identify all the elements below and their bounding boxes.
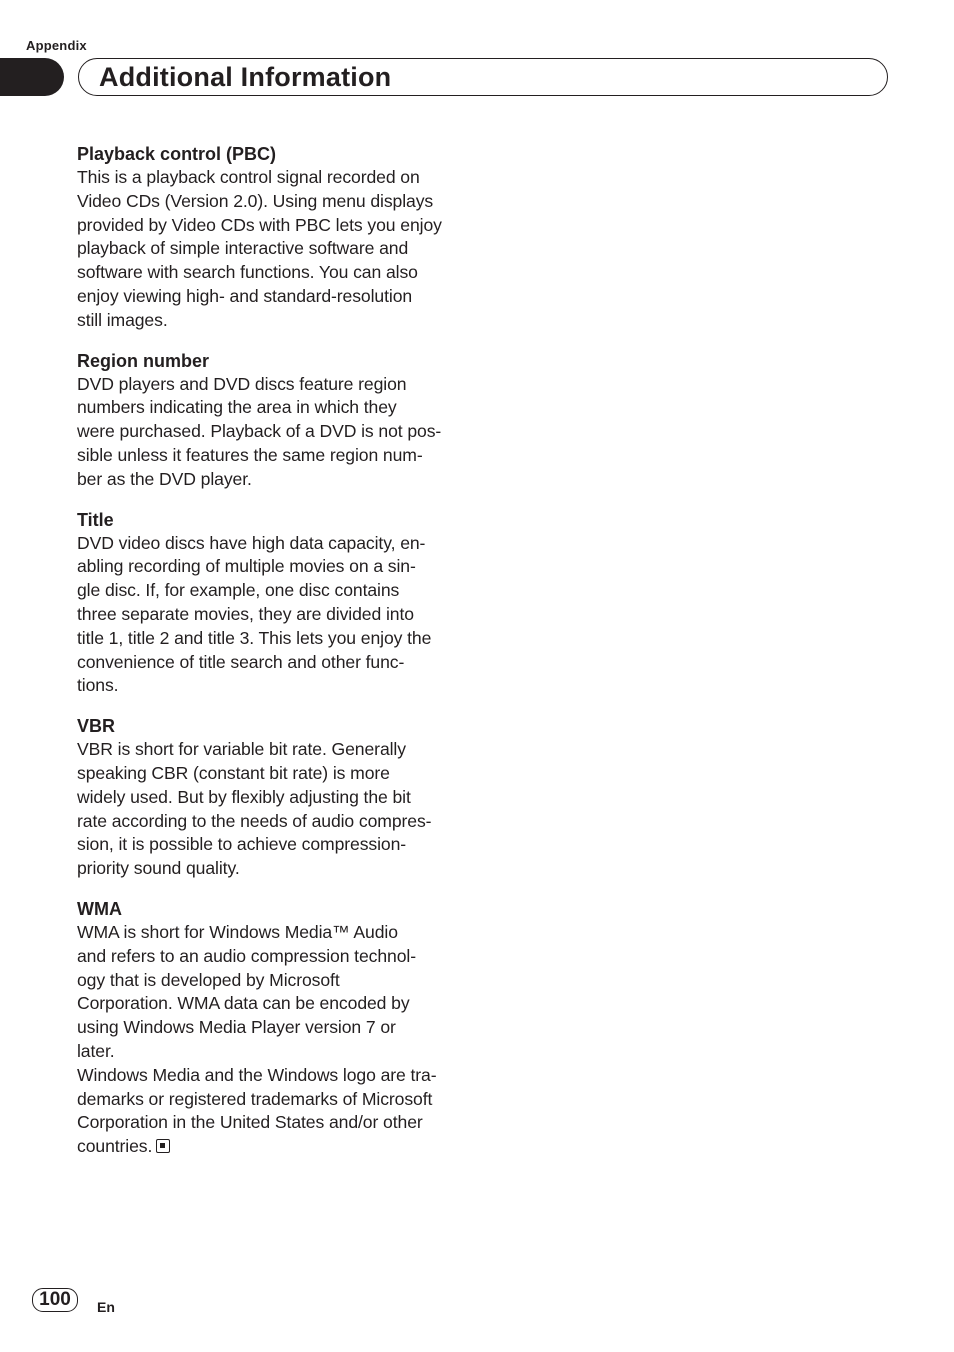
section-body: [77, 373, 469, 492]
body-line: ogy that is developed by Microsoft: [77, 969, 340, 990]
body-line: sion, it is possible to achieve compression-: [77, 834, 407, 855]
body-line: rate according to the needs of audio compres-: [77, 810, 432, 831]
section-body: [77, 166, 469, 333]
body-line: playback of simple interactive software and: [77, 238, 409, 259]
section-title: [77, 508, 469, 699]
body-line: demarks or registered trademarks of Microsoft: [77, 1088, 433, 1109]
section-heading: Title: [77, 509, 114, 530]
page-title-bar: [78, 58, 888, 96]
body-line: Corporation in the United States and/or other: [77, 1112, 423, 1133]
body-line: DVD video discs have high data capacity, en-: [77, 532, 426, 553]
body-line: software with search functions. You can also: [77, 262, 418, 283]
body-line: ber as the DVD player.: [77, 468, 252, 489]
body-line: and refers to an audio compression technol-: [77, 945, 416, 966]
body-line: title 1, title 2 and title 3. This lets you enjoy the: [77, 627, 432, 648]
body-line: enjoy viewing high- and standard-resolution: [77, 285, 413, 306]
body-line: tions.: [77, 675, 119, 696]
body-line: Corporation. WMA data can be encoded by: [77, 993, 410, 1014]
body-line: abling recording of multiple movies on a sin-: [77, 556, 416, 577]
body-line: This is a playback control signal recorded on: [77, 167, 420, 187]
body-line: numbers indicating the area in which they: [77, 397, 397, 418]
section-heading: WMA: [77, 898, 122, 919]
main-content: [77, 142, 469, 1175]
body-line: WMA is short for Windows Media™ Audio: [77, 921, 398, 942]
section-region-number: [77, 349, 469, 492]
section-heading: Region number: [77, 350, 210, 371]
end-of-section-icon: [156, 1139, 170, 1153]
body-line: gle disc. If, for example, one disc contains: [77, 580, 400, 601]
body-line: later.: [77, 1040, 115, 1061]
page-title: Additional Information: [99, 62, 392, 92]
body-line: priority sound quality.: [77, 858, 240, 879]
body-line: Video CDs (Version 2.0). Using menu displays: [77, 190, 434, 211]
section-wma: [77, 897, 469, 1159]
language-code: En: [97, 1299, 115, 1315]
appendix-label: Appendix: [26, 38, 87, 53]
page-number: 100: [32, 1288, 78, 1312]
body-line: convenience of title search and other func-: [77, 651, 405, 672]
section-vbr: [77, 714, 469, 881]
body-line: provided by Video CDs with PBC lets you enjoy: [77, 214, 442, 235]
body-line: sible unless it features the same region num-: [77, 444, 423, 465]
body-line-last: [77, 1135, 469, 1159]
body-line: Windows Media and the Windows logo are tra-: [77, 1064, 437, 1085]
section-body: [77, 532, 469, 699]
body-line: DVD players and DVD discs feature region: [77, 373, 407, 394]
section-pbc: [77, 142, 469, 333]
section-body: [77, 921, 469, 1159]
body-line: widely used. But by flexibly adjusting the bit: [77, 786, 411, 807]
section-tab-marker: [0, 58, 64, 96]
body-line: speaking CBR (constant bit rate) is more: [77, 762, 390, 783]
body-line: still images.: [77, 309, 168, 330]
body-line: VBR is short for variable bit rate. Generally: [77, 739, 406, 760]
body-line: using Windows Media Player version 7 or: [77, 1017, 396, 1038]
section-heading: VBR: [77, 716, 116, 737]
body-line-text: countries.: [77, 1136, 153, 1157]
section-body: [77, 738, 469, 881]
body-line: were purchased. Playback of a DVD is not pos-: [77, 421, 442, 442]
body-line: three separate movies, they are divided into: [77, 603, 414, 624]
section-heading: Playback control (PBC): [77, 144, 277, 164]
